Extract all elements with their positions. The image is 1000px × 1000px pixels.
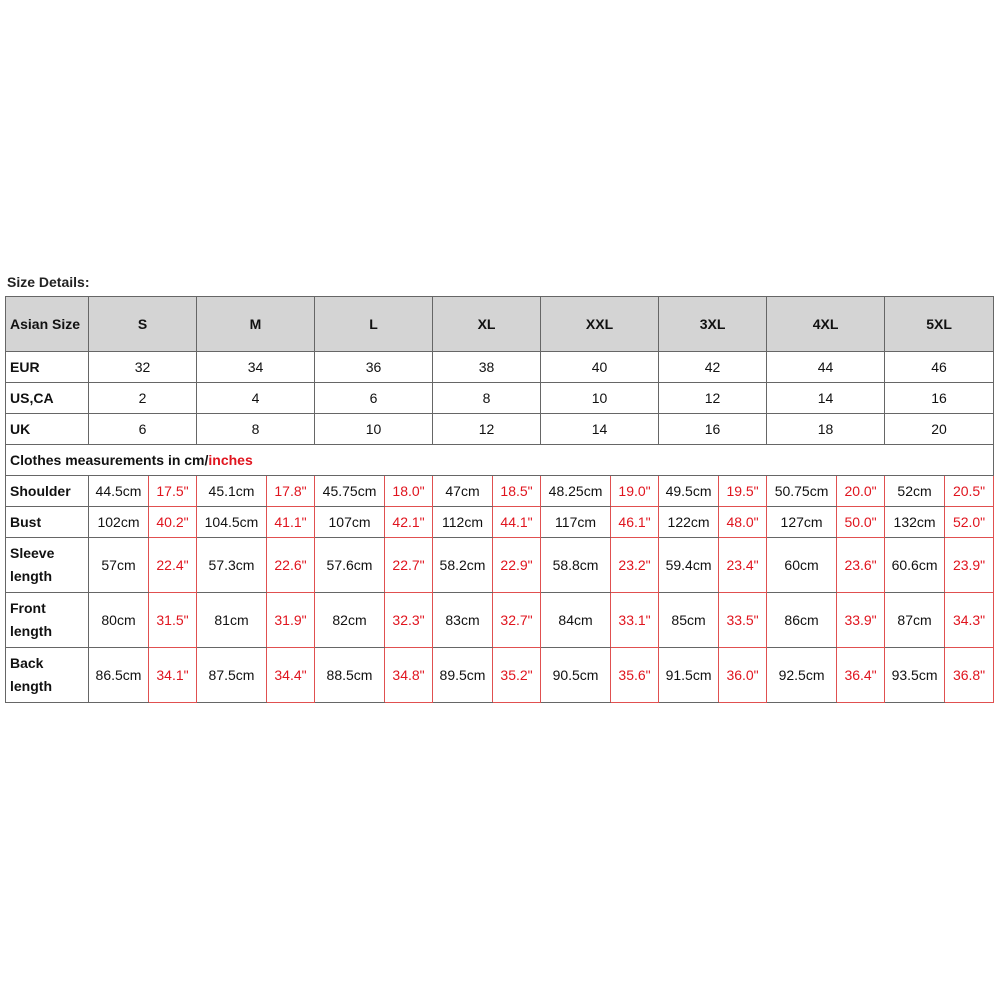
inch-cell: 33.5" xyxy=(719,593,767,648)
row-label: EUR xyxy=(6,352,89,383)
inch-cell: 44.1" xyxy=(493,507,541,538)
inch-cell: 17.8" xyxy=(267,476,315,507)
cm-cell: 117cm xyxy=(541,507,611,538)
inch-cell: 20.0" xyxy=(837,476,885,507)
size-header-cell: XXL xyxy=(541,297,659,352)
cm-cell: 127cm xyxy=(767,507,837,538)
conversion-cell: 14 xyxy=(767,383,885,414)
conversion-cell: 2 xyxy=(89,383,197,414)
cm-cell: 81cm xyxy=(197,593,267,648)
inch-cell: 34.3" xyxy=(945,593,994,648)
cm-cell: 60cm xyxy=(767,538,837,593)
conversion-cell: 16 xyxy=(659,414,767,445)
size-header-cell: 4XL xyxy=(767,297,885,352)
inch-cell: 23.2" xyxy=(611,538,659,593)
size-header-cell: 5XL xyxy=(885,297,994,352)
cm-cell: 45.1cm xyxy=(197,476,267,507)
cm-cell: 80cm xyxy=(89,593,149,648)
cm-cell: 92.5cm xyxy=(767,648,837,703)
inch-cell: 33.9" xyxy=(837,593,885,648)
inch-cell: 22.6" xyxy=(267,538,315,593)
cm-cell: 132cm xyxy=(885,507,945,538)
inch-cell: 32.3" xyxy=(385,593,433,648)
conversion-cell: 18 xyxy=(767,414,885,445)
inch-cell: 32.7" xyxy=(493,593,541,648)
conversion-cell: 34 xyxy=(197,352,315,383)
cm-cell: 84cm xyxy=(541,593,611,648)
size-header-cell: XL xyxy=(433,297,541,352)
size-header-cell: S xyxy=(89,297,197,352)
inch-cell: 18.0" xyxy=(385,476,433,507)
conversion-cell: 16 xyxy=(885,383,994,414)
inch-cell: 18.5" xyxy=(493,476,541,507)
inch-cell: 36.0" xyxy=(719,648,767,703)
row-label: Shoulder xyxy=(6,476,89,507)
cm-cell: 47cm xyxy=(433,476,493,507)
inch-cell: 36.4" xyxy=(837,648,885,703)
inch-cell: 19.5" xyxy=(719,476,767,507)
cm-cell: 87cm xyxy=(885,593,945,648)
conversion-cell: 44 xyxy=(767,352,885,383)
conversion-cell: 6 xyxy=(315,383,433,414)
conversion-cell: 38 xyxy=(433,352,541,383)
row-label: Front length xyxy=(6,593,89,648)
inch-cell: 19.0" xyxy=(611,476,659,507)
cm-cell: 87.5cm xyxy=(197,648,267,703)
conversion-cell: 12 xyxy=(659,383,767,414)
cm-cell: 89.5cm xyxy=(433,648,493,703)
inch-cell: 35.2" xyxy=(493,648,541,703)
conversion-cell: 36 xyxy=(315,352,433,383)
cm-cell: 57cm xyxy=(89,538,149,593)
inch-cell: 34.4" xyxy=(267,648,315,703)
cm-cell: 112cm xyxy=(433,507,493,538)
inch-cell: 48.0" xyxy=(719,507,767,538)
cm-cell: 82cm xyxy=(315,593,385,648)
cm-cell: 91.5cm xyxy=(659,648,719,703)
inch-cell: 34.8" xyxy=(385,648,433,703)
cm-cell: 86.5cm xyxy=(89,648,149,703)
conversion-row xyxy=(6,352,994,383)
measurement-row xyxy=(6,593,994,648)
cm-cell: 45.75cm xyxy=(315,476,385,507)
section-suffix: inches xyxy=(208,452,253,468)
inch-cell: 41.1" xyxy=(267,507,315,538)
cm-cell: 49.5cm xyxy=(659,476,719,507)
size-header-cell: L xyxy=(315,297,433,352)
cm-cell: 107cm xyxy=(315,507,385,538)
conversion-cell: 10 xyxy=(315,414,433,445)
inch-cell: 40.2" xyxy=(149,507,197,538)
row-label: Sleeve length xyxy=(6,538,89,593)
conversion-row xyxy=(6,383,994,414)
conversion-cell: 42 xyxy=(659,352,767,383)
inch-cell: 42.1" xyxy=(385,507,433,538)
inch-cell: 22.7" xyxy=(385,538,433,593)
cm-cell: 57.3cm xyxy=(197,538,267,593)
inch-cell: 20.5" xyxy=(945,476,994,507)
conversion-cell: 14 xyxy=(541,414,659,445)
conversion-cell: 12 xyxy=(433,414,541,445)
cm-cell: 48.25cm xyxy=(541,476,611,507)
inch-cell: 46.1" xyxy=(611,507,659,538)
measurement-row xyxy=(6,476,994,507)
row-label: Back length xyxy=(6,648,89,703)
row-label: US,CA xyxy=(6,383,89,414)
inch-cell: 31.5" xyxy=(149,593,197,648)
page-title: Size Details: xyxy=(7,274,90,290)
cm-cell: 90.5cm xyxy=(541,648,611,703)
inch-cell: 52.0" xyxy=(945,507,994,538)
inch-cell: 23.4" xyxy=(719,538,767,593)
conversion-cell: 10 xyxy=(541,383,659,414)
conversion-cell: 20 xyxy=(885,414,994,445)
cm-cell: 58.2cm xyxy=(433,538,493,593)
inch-cell: 23.6" xyxy=(837,538,885,593)
cm-cell: 104.5cm xyxy=(197,507,267,538)
section-row xyxy=(6,445,994,476)
inch-cell: 50.0" xyxy=(837,507,885,538)
size-header-row xyxy=(6,297,994,352)
cm-cell: 44.5cm xyxy=(89,476,149,507)
inch-cell: 17.5" xyxy=(149,476,197,507)
inch-cell: 22.4" xyxy=(149,538,197,593)
cm-cell: 86cm xyxy=(767,593,837,648)
inch-cell: 34.1" xyxy=(149,648,197,703)
inch-cell: 22.9" xyxy=(493,538,541,593)
header-label-cell: Asian Size xyxy=(6,297,89,352)
cm-cell: 52cm xyxy=(885,476,945,507)
cm-cell: 50.75cm xyxy=(767,476,837,507)
conversion-row xyxy=(6,414,994,445)
cm-cell: 85cm xyxy=(659,593,719,648)
inch-cell: 31.9" xyxy=(267,593,315,648)
conversion-cell: 32 xyxy=(89,352,197,383)
size-table xyxy=(5,296,994,703)
conversion-cell: 46 xyxy=(885,352,994,383)
conversion-cell: 8 xyxy=(433,383,541,414)
section-prefix: Clothes measurements in cm/ xyxy=(10,452,209,468)
cm-cell: 60.6cm xyxy=(885,538,945,593)
size-header-cell: 3XL xyxy=(659,297,767,352)
conversion-cell: 40 xyxy=(541,352,659,383)
cm-cell: 83cm xyxy=(433,593,493,648)
section-heading xyxy=(6,445,994,476)
measurement-row xyxy=(6,538,994,593)
inch-cell: 36.8" xyxy=(945,648,994,703)
conversion-cell: 4 xyxy=(197,383,315,414)
row-label: UK xyxy=(6,414,89,445)
cm-cell: 59.4cm xyxy=(659,538,719,593)
cm-cell: 122cm xyxy=(659,507,719,538)
cm-cell: 93.5cm xyxy=(885,648,945,703)
inch-cell: 23.9" xyxy=(945,538,994,593)
inch-cell: 35.6" xyxy=(611,648,659,703)
size-header-cell: M xyxy=(197,297,315,352)
conversion-cell: 6 xyxy=(89,414,197,445)
cm-cell: 57.6cm xyxy=(315,538,385,593)
conversion-cell: 8 xyxy=(197,414,315,445)
cm-cell: 88.5cm xyxy=(315,648,385,703)
row-label: Bust xyxy=(6,507,89,538)
cm-cell: 58.8cm xyxy=(541,538,611,593)
cm-cell: 102cm xyxy=(89,507,149,538)
inch-cell: 33.1" xyxy=(611,593,659,648)
measurement-row xyxy=(6,507,994,538)
measurement-row xyxy=(6,648,994,703)
